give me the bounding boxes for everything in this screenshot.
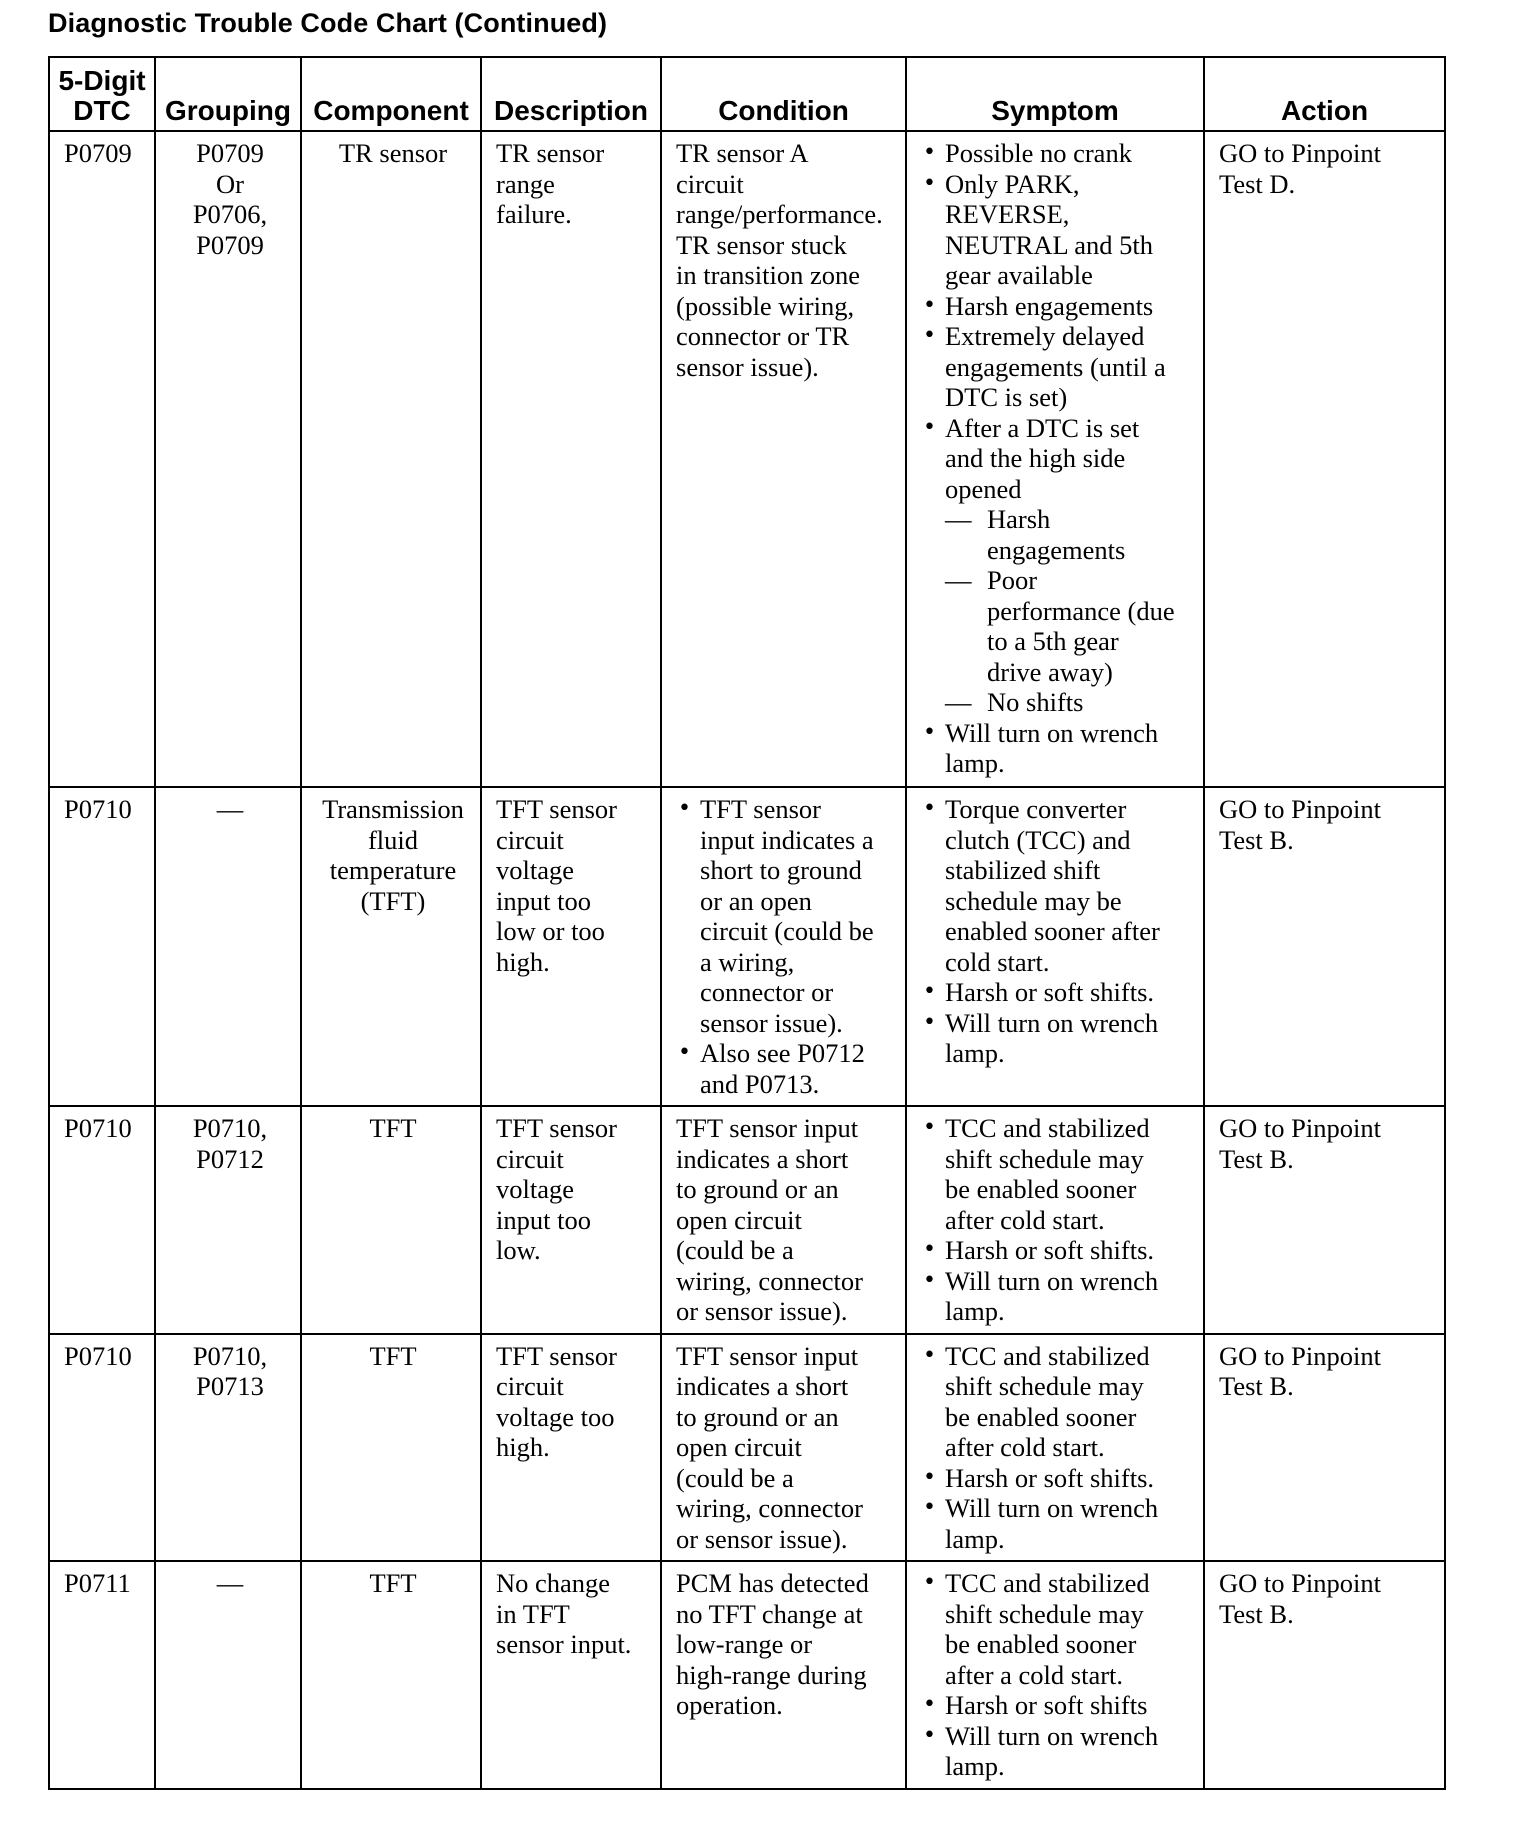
text-line: connector or TR (676, 321, 850, 351)
cell-action (1204, 1334, 1445, 1562)
text-line: input too (496, 885, 591, 916)
text-line: range (496, 168, 555, 199)
text-line: • Harsh or soft shifts. (945, 977, 1155, 1007)
table-row (49, 131, 1445, 787)
text-line: P0709 (196, 138, 264, 168)
text-line: indicates a short (676, 1371, 849, 1401)
cell-condition (661, 1106, 906, 1334)
text-line: clutch (TCC) and (945, 824, 1131, 855)
text-line: operation. (676, 1690, 783, 1720)
symptom-item (921, 291, 1193, 322)
symptom-item (921, 1008, 1193, 1069)
text-line: enabled sooner after (945, 916, 1160, 946)
text-line: — (216, 1568, 244, 1598)
header-symptom: Symptom (906, 57, 1204, 131)
text-line: • Only PARK, (945, 168, 1080, 199)
symptom-item (921, 794, 1193, 977)
text-line: TFT sensor input (676, 1340, 859, 1371)
text-line: temperature (329, 855, 457, 885)
cell-condition (661, 787, 906, 1106)
symptom-item-list (921, 1341, 1193, 1555)
text-line: connector or (700, 977, 834, 1007)
header-row (49, 57, 1445, 131)
text-line: open circuit (676, 1204, 802, 1235)
sub-item (945, 687, 1193, 718)
text-line: lamp. (945, 1751, 1005, 1781)
text-line: input indicates a (700, 824, 874, 855)
text-line: high-range during (676, 1659, 867, 1690)
cell-symptom (906, 131, 1204, 787)
symptom-item (921, 1721, 1193, 1782)
cell-grouping (155, 1561, 301, 1789)
text-line: GO to Pinpoint (1219, 794, 1381, 824)
text-line: circuit (496, 824, 564, 855)
cell-description (481, 1561, 661, 1789)
text-line: P0710, (192, 1113, 268, 1143)
text-line: P0710, (192, 1340, 268, 1371)
text-line: or an open (700, 885, 812, 916)
symptom-item-list (921, 794, 1193, 1069)
header-dtc: 5-Digit DTC (49, 57, 155, 131)
text-line: • Harsh or soft shifts. (945, 1235, 1155, 1265)
text-line: indicates a short (676, 1143, 849, 1174)
cell-dtc: P0709 (49, 131, 155, 787)
cell-grouping (155, 131, 301, 787)
cell-component (301, 1334, 481, 1562)
text-line: circuit (496, 1371, 564, 1401)
text-line: — (216, 794, 244, 824)
symptom-item-list (921, 1113, 1193, 1327)
symptom-item (921, 413, 1193, 718)
text-line: drive away) (987, 656, 1113, 687)
text-line: performance (due (987, 595, 1175, 626)
text-line: TFT sensor (496, 1113, 617, 1143)
page-title: Diagnostic Trouble Code Chart (Continued) (48, 8, 608, 38)
text-line: • Will turn on wrench (945, 1493, 1159, 1523)
text-line: fluid (367, 824, 419, 855)
text-line: • Will turn on wrench (945, 1007, 1159, 1038)
text-line: GO to Pinpoint (1219, 1113, 1381, 1143)
text-line: • After a DTC is set (945, 412, 1140, 443)
text-line: TR sensor (338, 138, 448, 168)
cell-description (481, 131, 661, 787)
text-line: circuit (could be (700, 916, 874, 946)
text-line: range/performance. (676, 199, 883, 229)
text-line: low-range or (676, 1629, 813, 1659)
text-line: cold start. (945, 946, 1050, 977)
cell-dtc: P0710 (49, 1334, 155, 1562)
symptom-item-list (921, 1568, 1193, 1782)
text-line: to ground or an (676, 1174, 839, 1204)
text-line: — Harsh (987, 504, 1051, 534)
text-line: Test B. (1219, 1371, 1294, 1401)
cell-description (481, 787, 661, 1106)
cell-symptom (906, 1561, 1204, 1789)
text-line: Or (216, 168, 244, 199)
text-line: a wiring, (700, 946, 795, 977)
sub-list (945, 504, 1193, 718)
text-line: voltage too (496, 1401, 615, 1432)
cell-symptom (906, 787, 1204, 1106)
table-row (49, 787, 1445, 1106)
text-line: GO to Pinpoint (1219, 138, 1381, 168)
text-line: or sensor issue). (676, 1523, 848, 1554)
text-line: • TCC and stabilized (945, 1113, 1150, 1143)
text-line: DTC is set) (945, 382, 1068, 412)
cell-component (301, 131, 481, 787)
text-line: Test B. (1219, 824, 1294, 855)
symptom-item (921, 169, 1193, 291)
text-line: TFT (369, 1568, 417, 1598)
text-line: engagements (until a (945, 351, 1166, 382)
symptom-item (921, 1235, 1193, 1266)
text-line: Test D. (1219, 168, 1296, 199)
header-action: Action (1204, 57, 1445, 131)
text-line: TFT (369, 1340, 417, 1371)
sub-item (945, 565, 1193, 687)
text-line: TFT sensor (496, 794, 617, 824)
text-line: • Possible no crank (945, 138, 1132, 168)
text-line: engagements (987, 534, 1126, 565)
text-line: voltage (496, 1174, 574, 1204)
cell-description (481, 1106, 661, 1334)
cell-dtc: P0710 (49, 1106, 155, 1334)
cell-condition (661, 1334, 906, 1562)
text-line: TFT (369, 1113, 417, 1143)
text-line: NEUTRAL and 5th (945, 229, 1154, 260)
text-line: wiring, connector (676, 1493, 863, 1523)
text-line: TR sensor A (676, 138, 809, 168)
symptom-item (921, 138, 1193, 169)
text-line: be enabled sooner (945, 1174, 1137, 1204)
text-line: lamp. (945, 1523, 1005, 1554)
symptom-item (921, 1690, 1193, 1721)
text-line: high. (496, 946, 550, 977)
cell-action (1204, 1106, 1445, 1334)
text-line: in TFT (496, 1598, 570, 1629)
text-line: • TFT sensor (700, 794, 821, 824)
text-line: lamp. (945, 748, 1005, 778)
text-line: • Will turn on wrench (945, 1265, 1159, 1296)
text-line: schedule may be (945, 885, 1122, 916)
text-line: (could be a (676, 1462, 794, 1493)
text-line: REVERSE, (945, 199, 1070, 229)
text-line: stabilized shift (945, 855, 1101, 885)
text-line: • Harsh engagements (945, 290, 1154, 321)
text-line: circuit (496, 1143, 564, 1174)
text-line: (could be a (676, 1235, 794, 1265)
text-line: after cold start. (945, 1432, 1105, 1462)
cell-condition (661, 1561, 906, 1789)
cell-dtc: P0710 (49, 787, 155, 1106)
text-line: P0712 (196, 1143, 264, 1174)
condition-item (676, 794, 895, 1038)
text-line: Test B. (1219, 1143, 1294, 1174)
condition-item-list (676, 794, 895, 1099)
text-line: (possible wiring, (676, 290, 855, 321)
cell-condition (661, 131, 906, 787)
cell-component (301, 1561, 481, 1789)
table-row (49, 1561, 1445, 1789)
text-line: P0706, (192, 199, 268, 229)
cell-symptom (906, 1106, 1204, 1334)
text-line: GO to Pinpoint (1219, 1568, 1381, 1598)
text-line: after a cold start. (945, 1659, 1124, 1690)
text-line: short to ground (700, 855, 862, 885)
header-description: Description (481, 57, 661, 131)
text-line: P0709 (196, 229, 264, 260)
symptom-item (921, 977, 1193, 1008)
text-line: • Also see P0712 (700, 1038, 865, 1068)
text-line: • TCC and stabilized (945, 1340, 1150, 1371)
text-line: lamp. (945, 1038, 1005, 1068)
text-line: no TFT change at (676, 1598, 863, 1629)
header-condition: Condition (661, 57, 906, 131)
cell-action (1204, 1561, 1445, 1789)
header-grouping: Grouping (155, 57, 301, 131)
text-line: GO to Pinpoint (1219, 1340, 1381, 1371)
text-line: No change (496, 1568, 611, 1598)
symptom-item (921, 1568, 1193, 1690)
text-line: low. (496, 1235, 541, 1265)
text-line: voltage (496, 855, 574, 885)
text-line: P0713 (196, 1371, 264, 1401)
text-line: be enabled sooner (945, 1629, 1137, 1659)
text-line: to a 5th gear (987, 626, 1119, 656)
text-line: wiring, connector (676, 1265, 863, 1296)
cell-symptom (906, 1334, 1204, 1562)
cell-grouping (155, 1334, 301, 1562)
text-line: • Harsh or soft shifts (945, 1690, 1148, 1720)
text-line: and P0713. (700, 1068, 820, 1099)
condition-item (676, 1038, 895, 1099)
text-line: gear available (945, 260, 1093, 290)
text-line: TFT sensor (496, 1340, 617, 1371)
symptom-item (921, 1113, 1193, 1235)
symptom-item (921, 321, 1193, 413)
text-line: shift schedule may (945, 1143, 1144, 1174)
text-line: TR sensor stuck (676, 229, 847, 260)
sub-item (945, 504, 1193, 565)
cell-component (301, 787, 481, 1106)
text-line: input too (496, 1204, 591, 1235)
text-line: and the high side (945, 443, 1126, 473)
text-line: after cold start. (945, 1204, 1105, 1235)
text-line: sensor issue). (700, 1007, 843, 1038)
dtc-chart-table (48, 56, 1446, 1790)
text-line: shift schedule may (945, 1598, 1144, 1629)
text-line: (TFT) (360, 885, 426, 916)
text-line: sensor input. (496, 1629, 632, 1659)
text-line: shift schedule may (945, 1371, 1144, 1401)
text-line: be enabled sooner (945, 1401, 1137, 1432)
text-line: high. (496, 1432, 550, 1462)
text-line: — No shifts (987, 687, 1084, 717)
text-line: — Poor (987, 565, 1038, 595)
text-line: TFT sensor input (676, 1113, 859, 1143)
text-line: in transition zone (676, 260, 860, 290)
text-line: Test B. (1219, 1598, 1294, 1629)
text-line: failure. (496, 199, 572, 229)
text-line: low or too (496, 916, 605, 946)
cell-action (1204, 787, 1445, 1106)
cell-description (481, 1334, 661, 1562)
text-line: • Will turn on wrench (945, 717, 1159, 748)
text-line: • TCC and stabilized (945, 1568, 1150, 1598)
table-row (49, 1334, 1445, 1562)
text-line: circuit (676, 168, 744, 199)
text-line: open circuit (676, 1432, 802, 1462)
text-line: • Will turn on wrench (945, 1720, 1159, 1751)
cell-grouping (155, 787, 301, 1106)
text-line: Transmission (322, 794, 464, 824)
text-line: opened (945, 473, 1022, 504)
text-line: lamp. (945, 1296, 1005, 1326)
text-line: or sensor issue). (676, 1296, 848, 1326)
header-component: Component (301, 57, 481, 131)
cell-action (1204, 131, 1445, 787)
text-line: • Torque converter (945, 794, 1127, 824)
cell-dtc: P0711 (49, 1561, 155, 1789)
cell-component (301, 1106, 481, 1334)
cell-grouping (155, 1106, 301, 1334)
text-line: PCM has detected (676, 1568, 869, 1598)
text-line: sensor issue). (676, 351, 819, 382)
text-line: • Extremely delayed (945, 321, 1145, 351)
symptom-item (921, 1341, 1193, 1463)
text-line: to ground or an (676, 1401, 839, 1432)
symptom-item (921, 1266, 1193, 1327)
text-line: TR sensor (496, 138, 605, 168)
symptom-item (921, 718, 1193, 779)
symptom-item (921, 1463, 1193, 1494)
symptom-item (921, 1493, 1193, 1554)
symptom-item-list (921, 138, 1193, 779)
table-row (49, 1106, 1445, 1334)
text-line: • Harsh or soft shifts. (945, 1462, 1155, 1493)
